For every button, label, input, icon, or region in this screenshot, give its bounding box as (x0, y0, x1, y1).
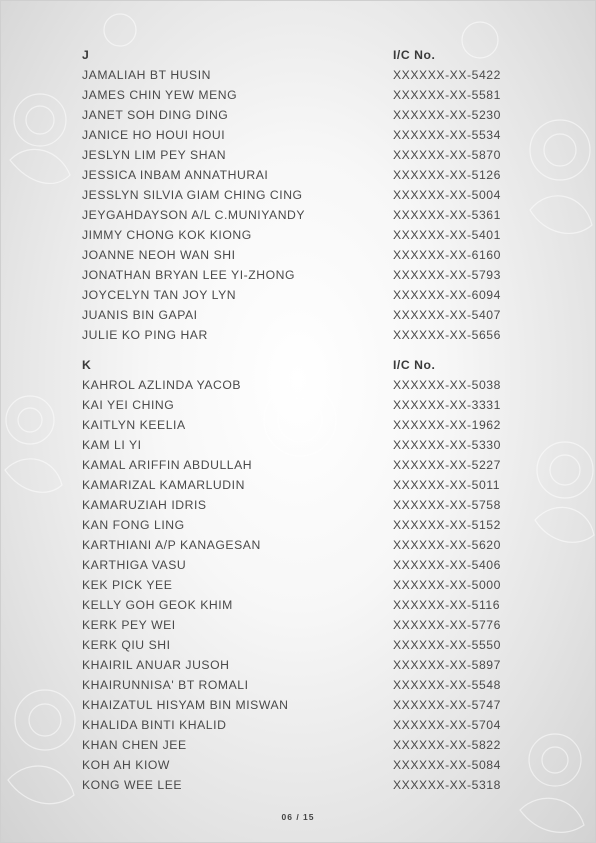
table-row (82, 615, 522, 635)
section-header-j (82, 45, 522, 65)
ic-number: XXXXXX-XX-5152 (393, 518, 501, 532)
ic-number: XXXXXX-XX-5793 (393, 268, 501, 282)
table-row (82, 325, 522, 345)
person-name: KARTHIANI A/P KANAGESAN (82, 538, 261, 552)
section-header-k (82, 355, 522, 375)
table-row (82, 185, 522, 205)
person-name: KAHROL AZLINDA YACOB (82, 378, 242, 392)
ic-number: XXXXXX-XX-5620 (393, 538, 501, 552)
person-name: KHAIRUNNISA' BT ROMALI (82, 678, 249, 692)
person-name: KAMAL ARIFFIN ABDULLAH (82, 458, 253, 472)
table-row (82, 245, 522, 265)
ic-number: XXXXXX-XX-5038 (393, 378, 501, 392)
person-name: JULIE KO PING HAR (82, 328, 208, 342)
ic-number: XXXXXX-XX-5656 (393, 328, 501, 342)
ic-number: XXXXXX-XX-5581 (393, 88, 501, 102)
ic-number: XXXXXX-XX-5361 (393, 208, 501, 222)
person-name: KEK PICK YEE (82, 578, 173, 592)
person-name: JANICE HO HOUI HOUI (82, 128, 226, 142)
person-name: KAI YEI CHING (82, 398, 175, 412)
ic-number: XXXXXX-XX-5548 (393, 678, 501, 692)
ic-number: XXXXXX-XX-1962 (393, 418, 501, 432)
ic-number: XXXXXX-XX-5822 (393, 738, 501, 752)
person-name: JIMMY CHONG KOK KIONG (82, 228, 252, 242)
person-name: JANET SOH DING DING (82, 108, 229, 122)
ic-number: XXXXXX-XX-5230 (393, 108, 501, 122)
ic-number: XXXXXX-XX-5116 (393, 598, 501, 612)
person-name: JOANNE NEOH WAN SHI (82, 248, 236, 262)
person-name: KERK PEY WEI (82, 618, 176, 632)
ic-number: XXXXXX-XX-5758 (393, 498, 501, 512)
page-number: 06 / 15 (281, 812, 315, 822)
ic-number: XXXXXX-XX-5084 (393, 758, 501, 772)
person-name: JUANIS BIN GAPAI (82, 308, 198, 322)
table-row (82, 635, 522, 655)
person-name: KAITLYN KEELIA (82, 418, 186, 432)
person-name: KONG WEE LEE (82, 778, 183, 792)
person-name: KHAIRIL ANUAR JUSOH (82, 658, 230, 672)
name-list (82, 45, 522, 795)
ic-number: XXXXXX-XX-5534 (393, 128, 501, 142)
person-name: KHAN CHEN JEE (82, 738, 187, 752)
ic-number: XXXXXX-XX-5126 (393, 168, 501, 182)
person-name: KARTHIGA VASU (82, 558, 187, 572)
table-row (82, 755, 522, 775)
table-row (82, 395, 522, 415)
ic-number: XXXXXX-XX-5422 (393, 68, 501, 82)
table-row (82, 285, 522, 305)
person-name: JOYCELYN TAN JOY LYN (82, 288, 237, 302)
table-row (82, 65, 522, 85)
ic-number: XXXXXX-XX-5897 (393, 658, 501, 672)
ic-number: XXXXXX-XX-5318 (393, 778, 501, 792)
table-row (82, 595, 522, 615)
ic-number: XXXXXX-XX-5704 (393, 718, 501, 732)
person-name: JESSICA INBAM ANNATHURAI (82, 168, 269, 182)
ic-number: XXXXXX-XX-6160 (393, 248, 501, 262)
person-name: KAMARUZIAH IDRIS (82, 498, 207, 512)
person-name: JESLYN LIM PEY SHAN (82, 148, 227, 162)
person-name: KOH AH KIOW (82, 758, 170, 772)
ic-number: XXXXXX-XX-5550 (393, 638, 501, 652)
table-row (82, 225, 522, 245)
table-row (82, 305, 522, 325)
table-row (82, 695, 522, 715)
table-row (82, 535, 522, 555)
table-row (82, 655, 522, 675)
section-letter: J (82, 48, 90, 62)
table-row (82, 125, 522, 145)
table-row (82, 735, 522, 755)
person-name: KHALIDA BINTI KHALID (82, 718, 227, 732)
ic-number: XXXXXX-XX-5407 (393, 308, 501, 322)
table-row (82, 145, 522, 165)
ic-number: XXXXXX-XX-5004 (393, 188, 501, 202)
ic-number: XXXXXX-XX-5776 (393, 618, 501, 632)
person-name: KAM LI YI (82, 438, 142, 452)
table-row (82, 415, 522, 435)
table-row (82, 375, 522, 395)
table-row (82, 555, 522, 575)
ic-column-header: I/C No. (393, 48, 436, 62)
table-row (82, 265, 522, 285)
ic-number: XXXXXX-XX-5406 (393, 558, 501, 572)
ic-number: XXXXXX-XX-5401 (393, 228, 501, 242)
person-name: KAMARIZAL KAMARLUDIN (82, 478, 245, 492)
ic-number: XXXXXX-XX-5747 (393, 698, 501, 712)
person-name: JAMALIAH BT HUSIN (82, 68, 211, 82)
person-name: JEYGAHDAYSON A/L C.MUNIYANDY (82, 208, 306, 222)
ic-number: XXXXXX-XX-5227 (393, 458, 501, 472)
table-row (82, 495, 522, 515)
ic-number: XXXXXX-XX-6094 (393, 288, 501, 302)
ic-column-header: I/C No. (393, 358, 436, 372)
table-row (82, 435, 522, 455)
person-name: KHAIZATUL HISYAM BIN MISWAN (82, 698, 289, 712)
table-row (82, 165, 522, 185)
table-row (82, 775, 522, 795)
section-letter: K (82, 358, 92, 372)
table-row (82, 515, 522, 535)
table-row (82, 575, 522, 595)
person-name: KELLY GOH GEOK KHIM (82, 598, 233, 612)
ic-number: XXXXXX-XX-5330 (393, 438, 501, 452)
table-row (82, 85, 522, 105)
table-row (82, 105, 522, 125)
ic-number: XXXXXX-XX-3331 (393, 398, 501, 412)
table-row (82, 675, 522, 695)
ic-number: XXXXXX-XX-5870 (393, 148, 501, 162)
ic-number: XXXXXX-XX-5011 (393, 478, 501, 492)
person-name: JONATHAN BRYAN LEE YI-ZHONG (82, 268, 296, 282)
table-row (82, 715, 522, 735)
person-name: JESSLYN SILVIA GIAM CHING CING (82, 188, 303, 202)
table-row (82, 475, 522, 495)
ic-number: XXXXXX-XX-5000 (393, 578, 501, 592)
table-row (82, 205, 522, 225)
person-name: JAMES CHIN YEW MENG (82, 88, 238, 102)
person-name: KAN FONG LING (82, 518, 185, 532)
table-row (82, 455, 522, 475)
person-name: KERK QIU SHI (82, 638, 171, 652)
